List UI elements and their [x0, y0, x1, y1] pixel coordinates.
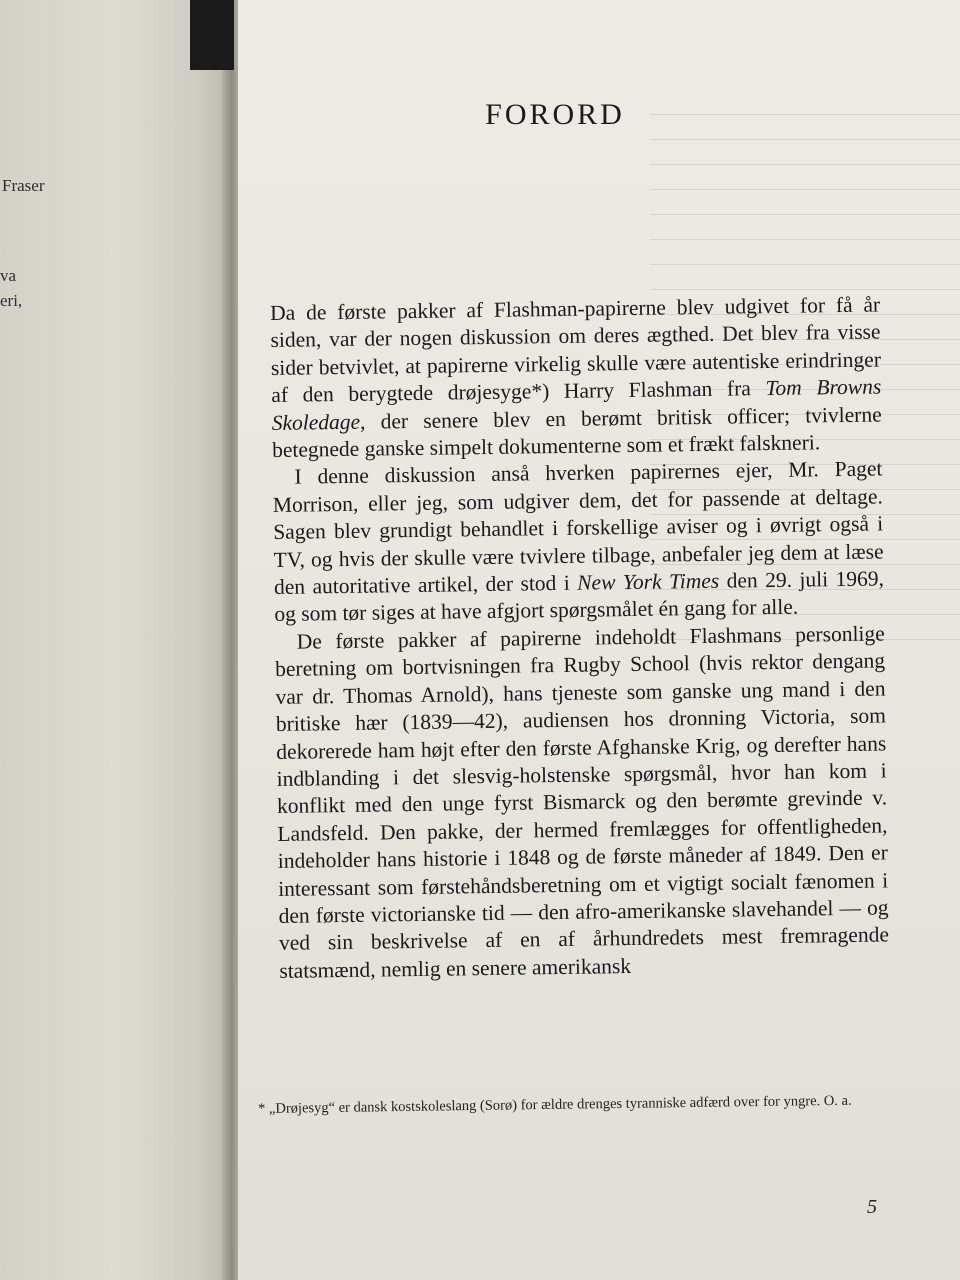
- left-page: [0, 0, 232, 1280]
- paragraph: [270, 291, 882, 464]
- left-page-fragment: eri,: [0, 291, 23, 310]
- page-number: 5: [867, 1196, 877, 1218]
- page-title: FORORD: [485, 98, 625, 131]
- footnote: * „Drøjesyg“ er dansk kostskoleslang (Sorø) for ældre drenges tyranniske adfærd over for yngre. O. a.: [258, 1092, 852, 1117]
- paragraph-text: den 29. juli 1969, og som tør siges at have afgjort spørgsmålet én gang for alle.: [274, 566, 885, 627]
- left-page-fragment: va: [0, 266, 17, 285]
- body-text: [270, 291, 890, 985]
- book-binding: [190, 0, 234, 70]
- left-page-fragment: Fraser: [2, 176, 45, 195]
- newspaper-title-italic: New York Times: [577, 568, 720, 595]
- paragraph-text: Da de første pakker af Flashman-papirerne blev udgivet for få år siden, var der nogen diskussion om deres ægthed. Det blev fra visse sider betvivlet, at papirerne virkelig skulle være autentiske erindringer af den berygtede drøjesyge*) Harry Flashman fra: [270, 292, 882, 408]
- paragraph-text: De første pakker af papirerne indeholdt Flashmans personlige beretning om bortvisningen fra Rugby School (hvis rektor dengang var dr. Thomas Arnold), hans tjeneste som ganske ung mand i den britiske hær (1839—42), audiensen hos dronning Victoria, som dekorerede ham højt efter den første Afghanske Krig, og derefter hans indblanding i det slesvig-holstenske spørgsmål, hvor han kom i konflikt med den unge fyrst Bismarck og den berømte grevinde v. Landsfeld. Den pakke, der hermed fremlægges for offentligheden, indeholder hans historie i 1848 og de første måneder af 1849. Den er interessant som førstehåndsberetning om et vigtigt socialt fænomen i den første victorianske tid — den afro-amerikanske slavehandel — og ved sin beskrivelse af en af århundredets mest fremragende statsmænd, nemlig en senere amerikansk: [274, 621, 890, 983]
- paragraph-text: , der senere blev en berømt britisk officer; tvivlerne betegnede ganske simpelt dokumenterne som et frækt falskneri.: [271, 402, 882, 463]
- book-title-italic: Tom Browns Skoledage: [271, 374, 882, 435]
- paragraph-text: I denne diskussion anså hverken papirernes ejer, Mr. Paget Morrison, eller jeg, som udgiver dem, det for passende at deltage. Sagen blev grundigt behandlet i forskellige aviser og i øvrigt også i TV, og hvis der skulle være tvivlere tilbage, anbefaler jeg dem at læse den autoritative artikel, der stod i: [272, 456, 884, 600]
- paragraph: [272, 456, 884, 629]
- paragraph: [275, 620, 890, 985]
